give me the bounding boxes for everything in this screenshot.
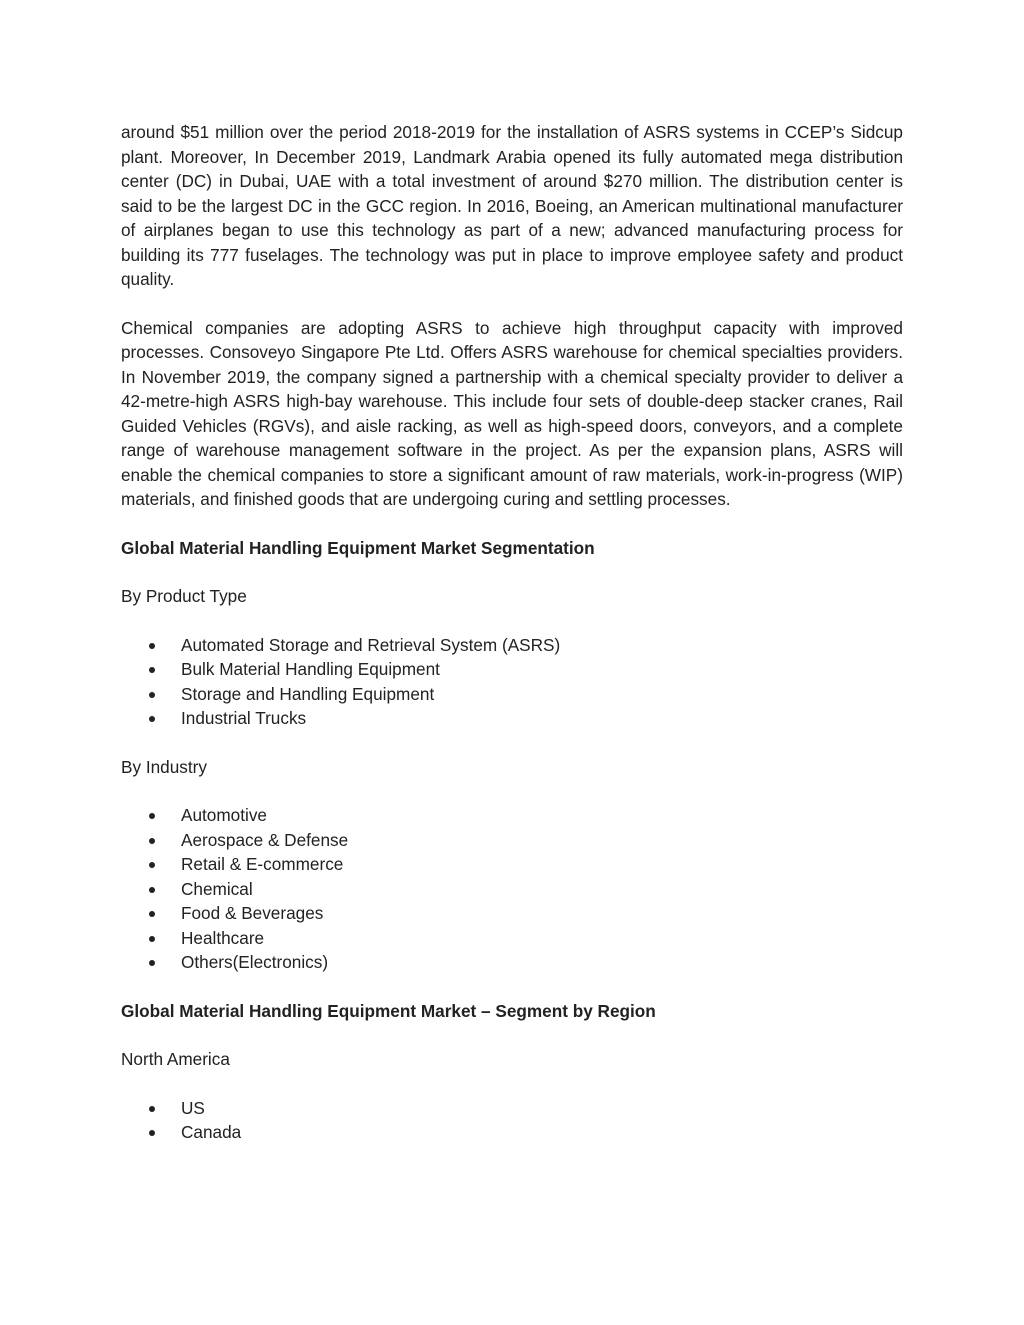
- north-america-list: [121, 1096, 903, 1145]
- list-item: [121, 706, 903, 731]
- list-item-text: Chemical: [181, 878, 253, 899]
- list-item: [121, 803, 903, 828]
- bullet-icon: [149, 716, 155, 722]
- north-america-label: North America: [121, 1049, 230, 1069]
- region-heading: Global Material Handling Equipment Market – Segment by Region: [121, 1000, 656, 1021]
- bullet-icon: [149, 887, 155, 893]
- list-item: [121, 633, 903, 658]
- paragraph-chemical-companies: Chemical companies are adopting ASRS to achieve high throughput capacity with improved processes. Consoveyo Singapore Pte Ltd. Offers ASRS warehouse for chemical specialties providers. In November 2019, the company signed a partnership with a chemical specialty provider to deliver a 42-metre-high ASRS high-bay warehouse. This include four sets of double-deep stacker cranes, Rail Guided Vehicles (RGVs), and aisle racking, as well as high-speed doors, conveyors, and a complete range of warehouse management software in the project. As per the expansion plans, ASRS will enable the chemical companies to store a significant amount of raw materials, work-in-progress (WIP) materials, and finished goods that are undergoing curing and settling processes.: [121, 317, 903, 509]
- list-item: [121, 852, 903, 877]
- list-item: [121, 877, 903, 902]
- list-item: [121, 657, 903, 682]
- product-type-list: [121, 633, 903, 731]
- bullet-icon: [149, 936, 155, 942]
- list-item: [121, 682, 903, 707]
- industry-list: [121, 803, 903, 975]
- bullet-icon: [149, 911, 155, 917]
- list-item-text: Automated Storage and Retrieval System (ASRS): [181, 634, 561, 655]
- bullet-icon: [149, 960, 155, 966]
- bullet-icon: [149, 838, 155, 844]
- list-item: [121, 926, 903, 951]
- by-product-type-label: By Product Type: [121, 586, 247, 606]
- bullet-icon: [149, 862, 155, 868]
- by-industry-label: By Industry: [121, 756, 207, 777]
- list-item-text: Bulk Material Handling Equipment: [181, 659, 440, 679]
- list-item-text: Canada: [181, 1122, 242, 1142]
- bullet-icon: [149, 692, 155, 698]
- list-item-text: Industrial Trucks: [181, 708, 307, 728]
- list-item: [121, 828, 903, 853]
- list-item-text: Retail & E-commerce: [181, 854, 344, 874]
- list-item-text: Healthcare: [181, 927, 265, 948]
- segmentation-heading: Global Material Handling Equipment Market Segmentation: [121, 537, 595, 558]
- document-page: [121, 120, 903, 1169]
- bullet-icon: [149, 1130, 155, 1136]
- bullet-icon: [149, 667, 155, 673]
- list-item: [121, 1096, 903, 1121]
- list-item: [121, 901, 903, 926]
- list-item-text: Aerospace & Defense: [181, 829, 349, 850]
- list-item-text: Automotive: [181, 805, 267, 825]
- list-item: [121, 950, 903, 975]
- list-item-text: Others(Electronics): [181, 952, 329, 972]
- paragraph-asrs-investments: around $51 million over the period 2018-2019 for the installation of ASRS systems in CCEP’s Sidcup plant. Moreover, In December 2019, Landmark Arabia opened its fully automated mega distribution center (DC) in Dubai, UAE with a total investment of around $270 million. The distribution center is said to be the largest DC in the GCC region. In 2016, Boeing, an American multinational manufacturer of airplanes began to use this technology as part of a new; advanced manufacturing process for building its 777 fuselages. The technology was put in place to improve employee safety and product quality.: [121, 122, 903, 289]
- list-item-text: US: [181, 1097, 205, 1118]
- bullet-icon: [149, 643, 155, 649]
- bullet-icon: [149, 813, 155, 819]
- list-item-text: Storage and Handling Equipment: [181, 683, 435, 704]
- list-item: [121, 1120, 903, 1145]
- list-item-text: Food & Beverages: [181, 903, 324, 923]
- bullet-icon: [149, 1106, 155, 1112]
